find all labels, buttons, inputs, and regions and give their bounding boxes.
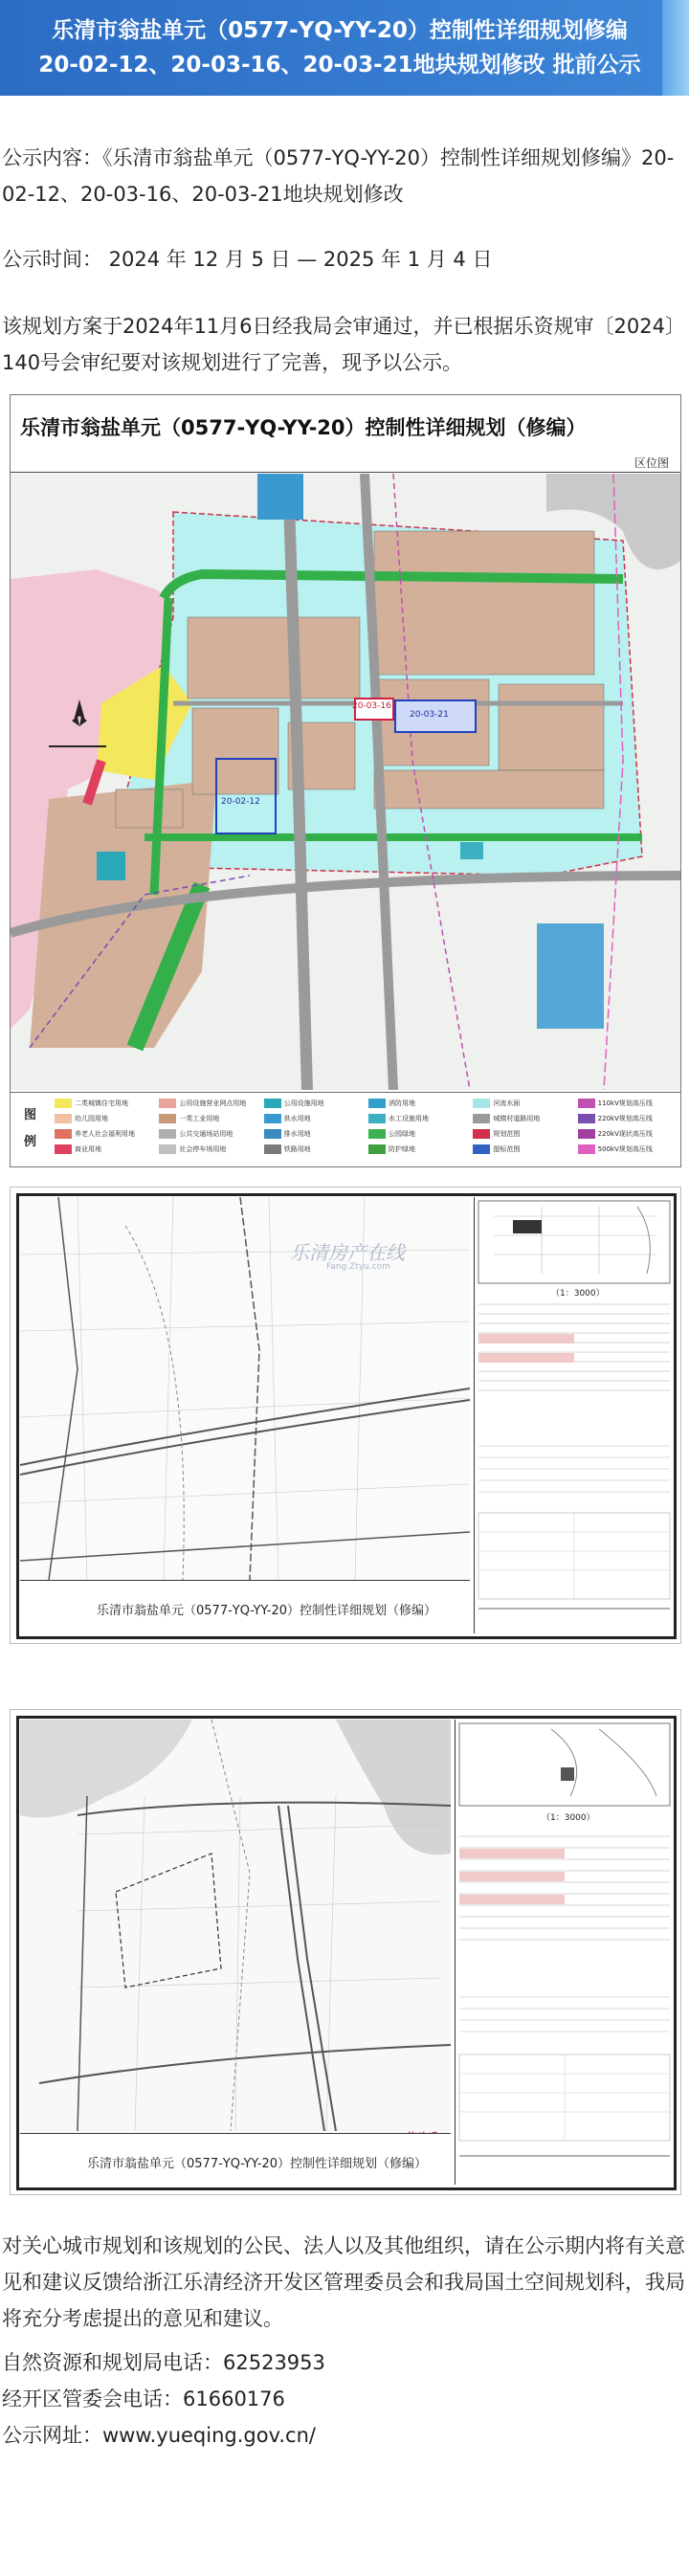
legend-item	[473, 1129, 573, 1139]
legend-item	[159, 1144, 259, 1154]
legend-item	[264, 1129, 365, 1139]
legend-swatch	[578, 1099, 595, 1108]
legend-item	[473, 1144, 573, 1154]
legend-swatch	[473, 1144, 490, 1154]
plan-map-2-caption-box	[20, 2133, 451, 2185]
location-map-subtitle: 区位图	[633, 456, 669, 470]
watermark-sub: Fang.Ztyu.com	[326, 1262, 390, 1272]
plan-map-1-scale: （1：3000）	[551, 1289, 605, 1299]
legend-grid	[55, 1099, 678, 1154]
legend-item-label: 110kV规划高压线	[597, 1099, 653, 1107]
legend-swatch	[578, 1129, 595, 1139]
plan-map-1-sidepanel-drawing	[475, 1197, 674, 1633]
legend-item	[368, 1129, 469, 1139]
notice-feedback: 对关心城市规划和该规划的公民、法人以及其他组织，请在公示期内将有关意见和建议反馈给浙江乐清经济开发区管理委员会和我局国土空间规划科，我局将充分考虑提出的意见和建议。	[2, 2234, 685, 2330]
plan-map-2-sidepanel	[455, 1720, 673, 2185]
legend-item	[578, 1144, 678, 1154]
contacts	[2, 2344, 687, 2454]
notice-approval: 该规划方案于2024年11月6日经我局会审通过，并已根据乐资规审〔2024〕140号会审纪要对该规划进行了完善，现予以公示。	[2, 315, 685, 374]
plan-map-2-scale: （1：3000）	[542, 1813, 595, 1823]
legend-item-label: 河流水面	[493, 1099, 521, 1107]
legend-item	[55, 1099, 155, 1108]
contact-website[interactable]: 公示网址：www.yueqing.gov.cn/	[2, 2424, 316, 2447]
legend-swatch	[264, 1099, 281, 1108]
legend-item-label: 幼儿园用地	[75, 1115, 108, 1122]
legend-item	[578, 1129, 678, 1139]
legend-item-label: 提标范围	[493, 1145, 521, 1153]
plan-map-2	[10, 1709, 681, 2195]
legend-item	[264, 1144, 365, 1154]
plan-map-2-drawing	[20, 1720, 451, 2131]
header-stripe	[662, 0, 689, 96]
legend-label: 图例	[24, 1108, 37, 1149]
plan-map-1-caption: 乐清市翁盐单元（0577-YQ-YY-20）控制性详细规划（修编）	[97, 1604, 437, 1618]
legend-swatch	[473, 1114, 490, 1123]
location-map-title: 乐清市翁盐单元（0577-YQ-YY-20）控制性详细规划（修编）	[20, 416, 587, 439]
legend-item	[159, 1114, 259, 1123]
legend-item-label: 防护绿地	[389, 1145, 415, 1153]
legend-item	[368, 1114, 469, 1123]
legend-item	[473, 1099, 573, 1108]
legend-swatch	[578, 1114, 595, 1123]
parcel-label-20-02-12: 20-02-12	[221, 797, 260, 807]
legend-swatch	[55, 1129, 72, 1139]
plan-map-1-sidepanel	[474, 1197, 673, 1633]
legend-item-label: 220kV规划高压线	[597, 1115, 653, 1122]
legend-item-label: 二类城镇住宅用地	[75, 1099, 128, 1107]
legend-item-label: 一类工业用地	[179, 1115, 220, 1122]
legend-swatch	[55, 1144, 72, 1154]
legend-swatch	[264, 1129, 281, 1139]
legend-swatch	[368, 1114, 386, 1123]
title-divider	[11, 472, 681, 473]
legend-item	[264, 1099, 365, 1108]
location-map-drawing	[11, 474, 681, 1090]
contact-planning-bureau: 自然资源和规划局电话：62523953	[2, 2351, 325, 2374]
legend-swatch	[473, 1099, 490, 1108]
legend-item	[264, 1114, 365, 1123]
legend-item-label: 公用设施营业网点用地	[179, 1099, 247, 1107]
legend-swatch	[55, 1114, 72, 1123]
legend-item-label: 500kV规划高压线	[597, 1145, 653, 1153]
plan-map-1	[10, 1187, 681, 1644]
legend-swatch	[368, 1144, 386, 1154]
legend-swatch	[368, 1129, 386, 1139]
plan-map-2-caption: 乐清市翁盐单元（0577-YQ-YY-20）控制性详细规划（修编）	[87, 2157, 428, 2171]
legend-item-label: 社会停车场用地	[179, 1145, 227, 1153]
page-title: 乐清市翁盐单元（0577-YQ-YY-20）控制性详细规划修编20-02-12、20-03-16、20-03-21地块规划修改 批前公示	[38, 18, 641, 78]
legend	[11, 1092, 681, 1166]
parcel-label-20-03-21: 20-03-21	[410, 710, 449, 720]
legend-item-label: 220kV现状高压线	[597, 1130, 653, 1138]
legend-swatch	[578, 1144, 595, 1154]
legend-swatch	[473, 1129, 490, 1139]
legend-item	[578, 1114, 678, 1123]
location-map	[10, 394, 681, 1167]
legend-item-label: 水工设施用地	[389, 1115, 429, 1122]
legend-item	[55, 1129, 155, 1139]
plan-map-2-sidepanel-drawing	[456, 1720, 674, 2185]
legend-swatch	[159, 1144, 176, 1154]
legend-item-label: 铁路用地	[283, 1145, 311, 1153]
legend-item	[368, 1099, 469, 1108]
notice-time: 公示时间： 2024 年 12 月 5 日 — 2025 年 1 月 4 日	[2, 248, 493, 271]
legend-item-label: 规划范围	[493, 1130, 521, 1138]
legend-swatch	[159, 1114, 176, 1123]
legend-item	[159, 1129, 259, 1139]
legend-item	[159, 1099, 259, 1108]
legend-item-label: 排水用地	[283, 1130, 311, 1138]
legend-item-label: 公园绿地	[389, 1130, 415, 1138]
legend-swatch	[159, 1099, 176, 1108]
legend-swatch	[264, 1144, 281, 1154]
plan-map-1-caption-box	[20, 1580, 470, 1633]
legend-item-label: 商业用地	[75, 1145, 101, 1153]
legend-item-label: 公用设施用地	[283, 1099, 324, 1107]
legend-item	[55, 1114, 155, 1123]
legend-swatch	[264, 1114, 281, 1123]
legend-swatch	[368, 1099, 386, 1108]
legend-item-label: 公共交通场站用地	[179, 1130, 233, 1138]
legend-item-label: 城镇村道路用地	[493, 1115, 541, 1122]
legend-item	[368, 1144, 469, 1154]
legend-swatch	[159, 1129, 176, 1139]
contact-dev-zone: 经开区管委会电话：61660176	[2, 2387, 285, 2410]
notice-content: 公示内容：《乐清市翁盐单元（0577-YQ-YY-20）控制性详细规划修编》20-02-12、20-03-16、20-03-21地块规划修改	[2, 146, 675, 206]
header-banner	[0, 0, 689, 96]
legend-item	[473, 1114, 573, 1123]
legend-item-label: 消防用地	[389, 1099, 415, 1107]
legend-item-label: 养老人社会福利用地	[75, 1130, 135, 1138]
legend-item	[55, 1144, 155, 1154]
watermark: 乐清房产在线	[290, 1241, 405, 1264]
legend-swatch	[55, 1099, 72, 1108]
legend-item	[578, 1099, 678, 1108]
legend-item-label: 供水用地	[283, 1115, 311, 1122]
parcel-label-20-03-16: 20-03-16	[352, 701, 391, 711]
